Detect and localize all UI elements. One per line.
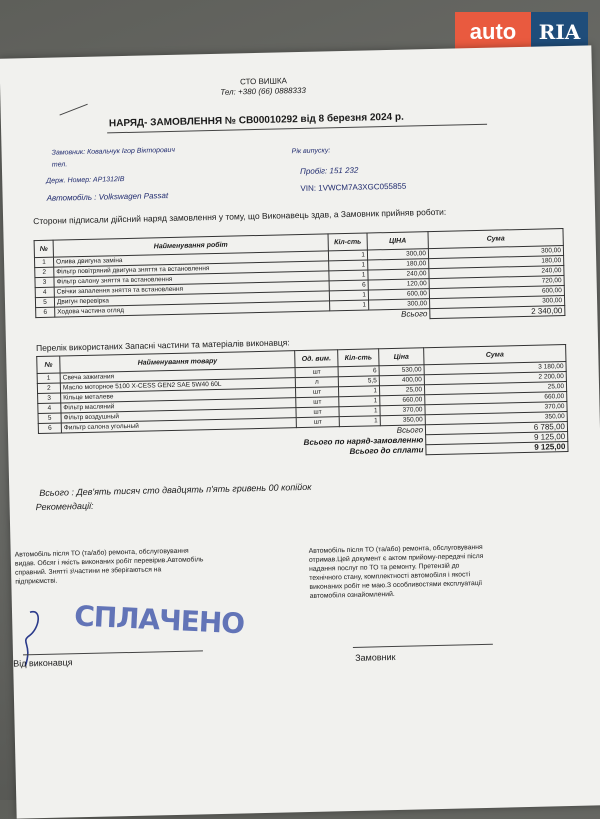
table-row: 2 Масло моторное 5100 X-CESS GEN2 SAE 5W40 60L л 5,5 400,00 2 200,00 (37, 372, 566, 394)
document-sheet (0, 45, 600, 818)
paid-stamp: СПЛАЧЕНО (73, 599, 245, 641)
pay-total-label: Всього до сплати (349, 445, 424, 456)
works-header-price: ЦІНА (367, 232, 428, 250)
car-model: Автомобіль : Volkswagen Passat (46, 191, 169, 203)
works-header-name: Найменування робіт (53, 234, 328, 257)
parts-header-unit: Од. вим. (295, 350, 338, 368)
customer-name: Замовник: Ковальчук Ігор Вікторович (51, 146, 176, 157)
executor-note: Автомобіль після ТО (та/або) ремонта, обслуговування видав. Обсяг і якість виконаних робіт перевірив.Автомобіль справний. Знятті з\частини не зберігаються на підприємстві. (14, 547, 204, 586)
year-label: Рік випуску: (291, 147, 331, 156)
pay-total: 9 125,00 (426, 442, 568, 455)
works-header-no: № (34, 240, 53, 257)
parts-total: 6 785,00 (425, 422, 567, 435)
parts-header-qty: Кіл-сть (338, 349, 379, 367)
table-row: 3 Фільтр салону зняття та встановлення 1 240,00 240,00 (35, 266, 564, 288)
order-total-label: Всього по наряд-замовленню (303, 435, 424, 448)
executor-label: Від виконавця (13, 657, 73, 669)
intro-text: Сторони підписали дійсний наряд замовлення у тому, що Виконавець здав, а Замовник прийняв роботи: (33, 206, 447, 227)
table-row: 4 Фільтр масляний шт 1 660,00 660,00 (38, 392, 567, 414)
table-row: 1 Олива двигуна заміна 1 300,00 300,00 (34, 246, 563, 268)
customer-note: Автомобіль після ТО (та/або) ремонта, обслуговування отримав.Цей документ є актом прийому-передачі після надання послуг по ТО та ремонту. Претензій до технічного стану, комплектності автомобіля і якості виконаних робіт не маю.З особливостями експлуатації автомобіля ознайомлений. (308, 543, 484, 600)
plate-number: Держ. Номер: АР1312ІВ (46, 176, 125, 185)
parts-header-price: Ціна (379, 348, 424, 366)
logo-ria: RIA (531, 12, 588, 52)
order-total: 9 125,00 (426, 432, 568, 445)
table-row: 5 Двигун перевірка 1 600,00 600,00 (35, 286, 564, 308)
company-name: СТО ВИШКА (239, 76, 288, 87)
works-total: 2 340,00 (430, 306, 565, 319)
parts-header-no: № (37, 356, 60, 374)
customer-label: Замовник (355, 651, 396, 663)
recommendations-label: Рекомендації: (35, 500, 94, 513)
parts-total-label: Всього (396, 425, 424, 436)
company-phone: Тел: +380 (66) 0888333 (220, 85, 306, 97)
table-row: 3 Кільце металеве шт 1 25,00 25,00 (38, 382, 567, 404)
customer-tel: тел. (51, 161, 68, 169)
mileage: Пробіг: 151 232 (299, 165, 359, 177)
parts-header-name: Найменування товару (60, 351, 295, 373)
total-in-words: Всього : Дев'ять тисяч сто двадцять п'ять гривень 00 копійок (39, 481, 312, 499)
table-row: 5 Фільтр воздушный шт 1 370,00 370,00 (38, 402, 567, 424)
works-header-sum: Сума (428, 229, 563, 249)
works-header-qty: Кіл-сть (328, 233, 367, 251)
pen-mark (59, 104, 87, 116)
customer-sign-line (353, 644, 493, 648)
parts-header-sum: Сума (424, 345, 566, 365)
parts-intro: Перелік використаних Запасні частини та матеріалів виконавця: (35, 337, 290, 354)
table-row: 6 Фильтр салона угольный шт 1 350,00 350,00 (38, 412, 567, 434)
table-row: 4 Свічки запалення зняття та встановлення 6 120,00 720,00 (35, 276, 564, 298)
logo-auto: auto (455, 12, 531, 52)
works-total-label: Всього (400, 309, 428, 320)
table-row: 2 Фільтр повітряний двигуна зняття та встановлення 1 180,00 180,00 (35, 256, 564, 278)
vin: VIN: 1VWCM7A3XGC055855 (300, 181, 407, 194)
order-title: НАРЯД- ЗАМОВЛЕННЯ № СВ00010292 від 8 березня 2024 р. (108, 111, 404, 130)
works-table (34, 228, 566, 328)
table-row: 6 Ходова частина огляд 1 300,00 300,00 (36, 296, 565, 318)
parts-table (36, 344, 568, 464)
table-row: 1 Свеча зажигания шт 6 530,00 3 180,00 (37, 362, 566, 384)
